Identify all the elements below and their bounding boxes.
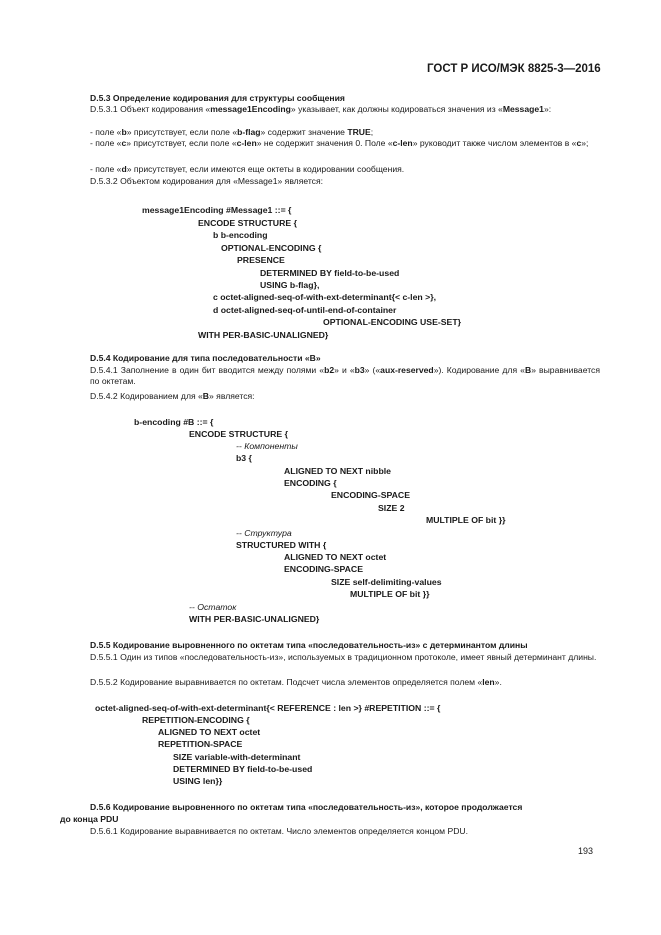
code-line: MULTIPLE OF bit }}	[350, 589, 430, 599]
code-line: SIZE variable-with-determinant	[173, 752, 301, 762]
code-line: ENCODING {	[284, 478, 337, 488]
code-line: ALIGNED TO NEXT octet	[158, 727, 261, 737]
paragraph-d5552: D.5.5.2 Кодирование выравнивается по октетам. Подсчет числа элементов определяется полем «len».	[90, 677, 502, 687]
code-line: b-encoding #B ::= {	[134, 417, 214, 427]
code-line: SIZE 2	[378, 503, 405, 513]
list-item-d: - поле «d» присутствует, если имеются еще октеты в кодировании сообщения.	[90, 164, 405, 174]
code-line: ENCODING-SPACE	[331, 490, 410, 500]
paragraph-d5532: D.5.3.2 Объектом кодирования для «Message1» является:	[90, 176, 324, 186]
code-line: WITH PER-BASIC-UNALIGNED}	[189, 614, 320, 624]
code-line: octet-aligned-seq-of-with-ext-determinant{< REFERENCE : len >} #REPETITION ::= {	[95, 703, 441, 713]
paragraph-d5531: D.5.3.1 Объект кодирования «message1Encoding» указывает, как должны кодироваться значения из «Message1»:	[90, 104, 552, 114]
code-line: REPETITION-ENCODING {	[142, 715, 250, 725]
section-heading-d556: D.5.6 Кодирование выровненного по октетам типа «последовательность-из», которое продолжается	[90, 802, 523, 812]
code-line: ALIGNED TO NEXT nibble	[284, 466, 391, 476]
code-line: REPETITION-SPACE	[158, 739, 243, 749]
section-heading-d556-cont: до конца PDU	[60, 814, 119, 824]
code-line: DETERMINED BY field-to-be-used	[260, 268, 400, 278]
code-line: ENCODE STRUCTURE {	[198, 218, 297, 228]
section-heading-d555: D.5.5 Кодирование выровненного по октетам типа «последовательность-из» с детерминантом длины	[90, 640, 528, 650]
list-item-c: - поле «c» присутствует, если поле «c-len» не содержит значения 0. Поле «c-len» руководит также числом элементов в «c»;	[90, 138, 589, 148]
code-line: ALIGNED TO NEXT octet	[284, 552, 387, 562]
code-line: ENCODING-SPACE	[284, 564, 363, 574]
code-comment: -- Компоненты	[236, 441, 298, 451]
paragraph-d5561: D.5.6.1 Кодирование выравнивается по октетам. Число элементов определяется концом PDU.	[90, 826, 469, 836]
code-line: DETERMINED BY field-to-be-used	[173, 764, 313, 774]
code-comment: -- Остаток	[189, 602, 237, 612]
code-line: WITH PER-BASIC-UNALIGNED}	[198, 330, 329, 340]
code-line: b3 {	[236, 453, 252, 463]
section-heading-d553: D.5.3 Определение кодирования для структуры сообщения	[90, 93, 345, 103]
code-line: c octet-aligned-seq-of-with-ext-determinant{< c-len >},	[213, 292, 437, 302]
paragraph-d5551: D.5.5.1 Один из типов «последовательность-из», используемых в традиционном протоколе, имеет явный детерминант длины.	[90, 652, 597, 662]
code-line: PRESENCE	[237, 255, 285, 265]
code-line: STRUCTURED WITH {	[236, 540, 327, 550]
paragraph-d5541: D.5.4.1 Заполнение в один бит вводится между полями «b2» и «b3» («aux-reserved»). Кодирование для «B» выравнивается по октетам.	[90, 365, 600, 386]
code-line: OPTIONAL-ENCODING {	[221, 243, 322, 253]
code-line: MULTIPLE OF bit }}	[426, 515, 506, 525]
code-line: b b-encoding	[213, 230, 268, 240]
code-line: USING b-flag},	[260, 280, 320, 290]
paragraph-d5542: D.5.4.2 Кодированием для «B» является:	[90, 391, 255, 401]
code-line: USING len}}	[173, 776, 223, 786]
code-line: ENCODE STRUCTURE {	[189, 429, 288, 439]
page-number: 193	[578, 846, 594, 856]
code-line: SIZE self-delimiting-values	[331, 577, 442, 587]
list-item-b: - поле «b» присутствует, если поле «b-flag» содержит значение TRUE;	[90, 127, 374, 137]
document-standard-id: ГОСТ Р ИСО/МЭК 8825-3—2016	[427, 63, 601, 75]
code-line: OPTIONAL-ENCODING USE-SET}	[323, 317, 462, 327]
section-heading-d554: D.5.4 Кодирование для типа последовательности «B»	[90, 353, 321, 363]
code-line: message1Encoding #Message1 ::= {	[142, 205, 292, 215]
code-comment: -- Структура	[236, 528, 292, 538]
code-line: d octet-aligned-seq-of-until-end-of-container	[213, 305, 397, 315]
